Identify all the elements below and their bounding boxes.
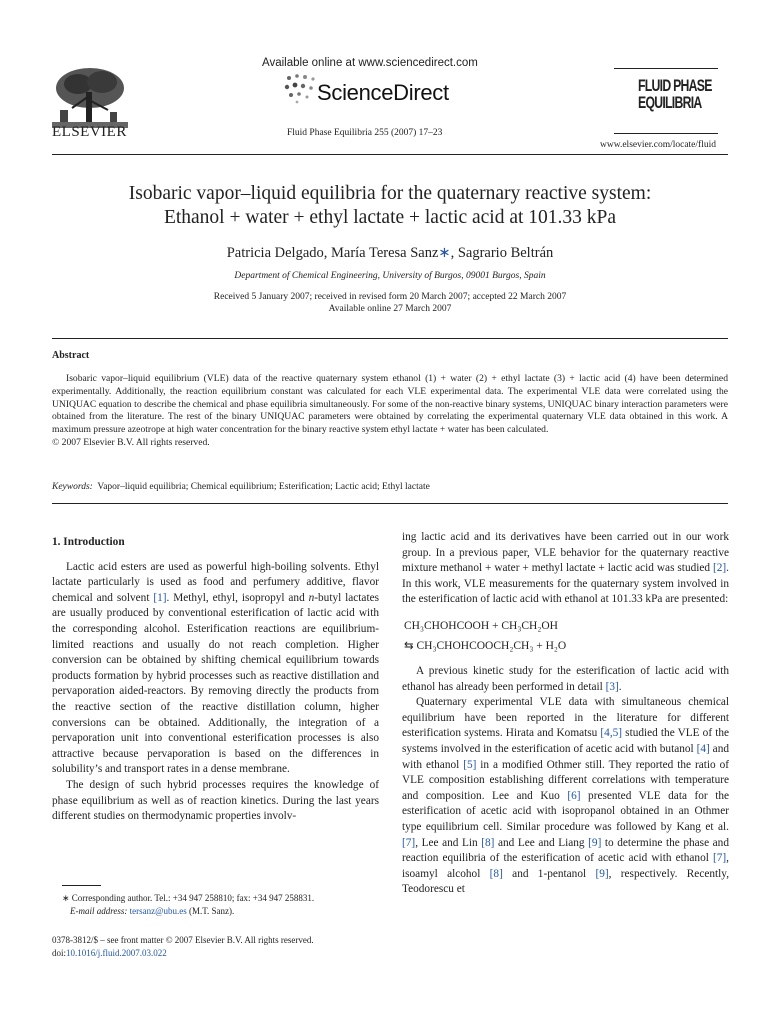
received-dates: Received 5 January 2007; received in revised form 20 March 2007; accepted 22 March 2007 bbox=[213, 292, 567, 302]
journal-logo bbox=[638, 77, 712, 111]
citation-link[interactable]: [3] bbox=[605, 680, 619, 693]
text-span: ing lactic acid and its derivatives have been carried out in our work group. In a previous paper, VLE behavior for the quaternary reactive mixture methanol + water + methyl lactate + lactic acid was studied bbox=[402, 531, 729, 575]
email-after: (M.T. Sanz). bbox=[186, 905, 235, 916]
footnote-rule bbox=[62, 885, 101, 886]
corresponding-author-note bbox=[62, 892, 382, 905]
doi-line bbox=[52, 947, 314, 960]
text-span: Lactic acid esters are used as powerful high-boiling solvents. Ethyl lactate particularly is used as food and perfumery additive, flavor chemical and solvent bbox=[52, 560, 379, 604]
footnote bbox=[62, 892, 382, 917]
text-span: , isoamyl alcohol bbox=[402, 852, 729, 880]
available-online-text: Available online at www.sciencedirect.com bbox=[262, 57, 478, 69]
abstract-body bbox=[52, 373, 728, 450]
right-column bbox=[402, 530, 729, 898]
title-line-2: Ethanol + water + ethyl lactate + lactic acid at 101.33 kPa bbox=[163, 207, 617, 228]
text-span: Quaternary experimental VLE data with simultaneous chemical equilibrium have been reported in the literature for different esterification systems. Hirata and Komatsu bbox=[402, 696, 729, 740]
text-span: , respectively. Recently, Teodorescu et bbox=[402, 867, 730, 896]
left-column bbox=[52, 535, 379, 825]
doi-label: doi: bbox=[52, 947, 67, 958]
citation-link[interactable]: [7] bbox=[402, 836, 416, 849]
text-span: . bbox=[618, 680, 622, 693]
issn-line: 0378-3812/$ – see front matter © 2007 Elsevier B.V. All rights reserved. bbox=[52, 935, 314, 945]
keywords bbox=[52, 482, 728, 492]
intro-paragraph-4 bbox=[402, 664, 729, 695]
citation-link[interactable]: [1] bbox=[153, 591, 167, 604]
footnote-mark: ∗ bbox=[62, 893, 70, 903]
text-span: in a modified Othmer still. They reported the ratio of VLE composition establishing different correlations with temperature and composition. Lee and Kuo bbox=[402, 758, 730, 802]
text-span: -butyl lactates are usually produced by conventional esterification of lactic acid with the corresponding alcohol. Esterification reactions are equilibrium-limited reactions and usually do not reach completion. Higher conversion can be obtained by shifting chemical equilibrium towards products formation by hybrid processes such as reactive distillation and pervaporation aided-reactors. By removing directly the products from the reactive section of the reactive distillation column, higher conversions can be obtained. Additionally, the integration of a pervaporation unit into conventional esterification processes is also attractive because pervaporation is based on the differences in solubility’s and transport rates in a dense membrane. bbox=[52, 591, 379, 776]
intro-paragraph-3 bbox=[402, 530, 729, 608]
equation-line-2: ⇆ CH₃CHOHCOOCH₂CH₃ + H₂O bbox=[404, 639, 567, 652]
citation-link[interactable]: [8] bbox=[489, 867, 503, 880]
email-label: E-mail address: bbox=[70, 905, 128, 916]
journal-homepage-link[interactable]: www.elsevier.com/locate/fluid bbox=[600, 140, 716, 150]
text-span: to determine the phase and reaction equilibria of the esterification of acetic acid with ethanol bbox=[402, 836, 729, 865]
keywords-label: Keywords: bbox=[52, 482, 93, 492]
text-span: . Methyl, ethyl, isopropyl and bbox=[166, 591, 309, 604]
article-dates bbox=[52, 291, 728, 315]
title-line-1: Isobaric vapor–liquid equilibria for the quaternary reactive system: bbox=[128, 183, 652, 204]
citation-link[interactable]: [5] bbox=[463, 758, 477, 771]
journal-logo-top-rule bbox=[614, 68, 718, 69]
citation-link[interactable]: [4,5] bbox=[600, 727, 623, 740]
text-span: and Lee and Liang bbox=[494, 836, 589, 849]
citation-link[interactable]: [9] bbox=[595, 867, 609, 880]
italic-n: n bbox=[308, 591, 315, 604]
journal-logo-line2: EQUILIBRIA bbox=[638, 93, 702, 112]
text-span: A previous kinetic study for the esterification of lactic acid with ethanol has already been performed in detail bbox=[402, 664, 729, 693]
abstract-heading: Abstract bbox=[52, 350, 90, 361]
keywords-bottom-rule bbox=[52, 503, 728, 504]
equation-line-1: CH₃CHOHCOOH + CH₃CH₂OH bbox=[404, 619, 558, 632]
text-span: studied the VLE of the systems involved in the esterification of acetic acid with butanol bbox=[402, 727, 729, 755]
header-divider bbox=[52, 154, 728, 155]
section-heading-introduction: 1. Introduction bbox=[52, 536, 125, 548]
reaction-equation bbox=[404, 616, 729, 656]
citation-link[interactable]: [7] bbox=[712, 852, 727, 865]
abstract-copyright: © 2007 Elsevier B.V. All rights reserved. bbox=[52, 436, 210, 448]
citation-link[interactable]: [4] bbox=[696, 742, 710, 755]
journal-logo-line1: FLUID PHASE bbox=[638, 76, 712, 95]
authors-text-end: , Sagrario Beltrán bbox=[450, 245, 554, 261]
text-span: and 1-pentanol bbox=[502, 867, 596, 880]
email-link[interactable]: tersanz@ubu.es bbox=[129, 905, 187, 916]
sciencedirect-wordmark: ScienceDirect bbox=[317, 80, 449, 105]
citation-link[interactable]: [9] bbox=[588, 836, 602, 849]
citation-link[interactable]: [8] bbox=[481, 836, 495, 849]
journal-citation: Fluid Phase Equilibria 255 (2007) 17–23 bbox=[287, 128, 443, 138]
doi-link[interactable]: 10.1016/j.fluid.2007.03.022 bbox=[66, 947, 167, 958]
publication-info bbox=[52, 934, 314, 959]
text-span: presented VLE data for the esterification of acetic acid with isopropanol obtained in an Othmer type equilibrium cell. Similar procedure was followed by Kang et al. bbox=[402, 789, 730, 833]
abstract-top-rule bbox=[52, 338, 728, 339]
citation-link[interactable]: [2] bbox=[712, 562, 727, 575]
keywords-list: Vapor–liquid equilibria; Chemical equilibrium; Esterification; Lactic acid; Ethyl lactate bbox=[97, 482, 430, 492]
publisher-name: ELSEVIER bbox=[52, 124, 127, 140]
journal-logo-bottom-rule bbox=[614, 133, 718, 134]
citation-link[interactable]: [6] bbox=[567, 789, 581, 802]
affiliation: Department of Chemical Engineering, University of Burgos, 09001 Burgos, Spain bbox=[234, 271, 546, 281]
article-title bbox=[52, 182, 728, 230]
intro-paragraph-2: The design of such hybrid processes requires the knowledge of phase equilibrium as well as of reaction kinetics. During the last years different studies on thermodynamic properties involv- bbox=[52, 778, 379, 823]
intro-paragraph-1 bbox=[52, 560, 379, 778]
email-line bbox=[62, 905, 382, 918]
intro-paragraph-5 bbox=[402, 695, 729, 898]
abstract-text: Isobaric vapor–liquid equilibrium (VLE) data of the reactive quaternary system ethanol (1) + water (2) + ethyl lactate (3) + lactic acid (4) have been determined experimentally. Additionally, the reaction equilibrium constant was calculated for each VLE experimental data. The experimental VLE data were correlated using the UNIQUAC equation to describe the chemical and phase equilibria simultaneously. For some of the non-reactive binary systems, UNIQUAC binary interaction parameters were obtained from the literature. The rest of the binary UNIQUAC parameters were obtained by correlating the experimental quaternary VLE data obtained in this work. A maximum pressure azeotrope at high water concentration for the binary reactive system ethyl lactate + water has been calculated. bbox=[52, 373, 728, 436]
author-list bbox=[52, 245, 728, 262]
footnote-text: Corresponding author. Tel.: +34 947 258810; fax: +34 947 258831. bbox=[69, 893, 315, 903]
corresponding-author-mark[interactable]: ∗ bbox=[438, 245, 451, 261]
text-span: , Lee and Lin bbox=[415, 836, 482, 849]
text-span: and with ethanol bbox=[402, 742, 729, 771]
text-span: . In this work, VLE measurements for the quaternary system involved in the esterification of lactic acid with ethanol at 101.33 kPa are presented: bbox=[402, 562, 729, 606]
authors-text: Patricia Delgado, María Teresa Sanz bbox=[226, 245, 439, 261]
online-date: Available online 27 March 2007 bbox=[328, 304, 452, 314]
